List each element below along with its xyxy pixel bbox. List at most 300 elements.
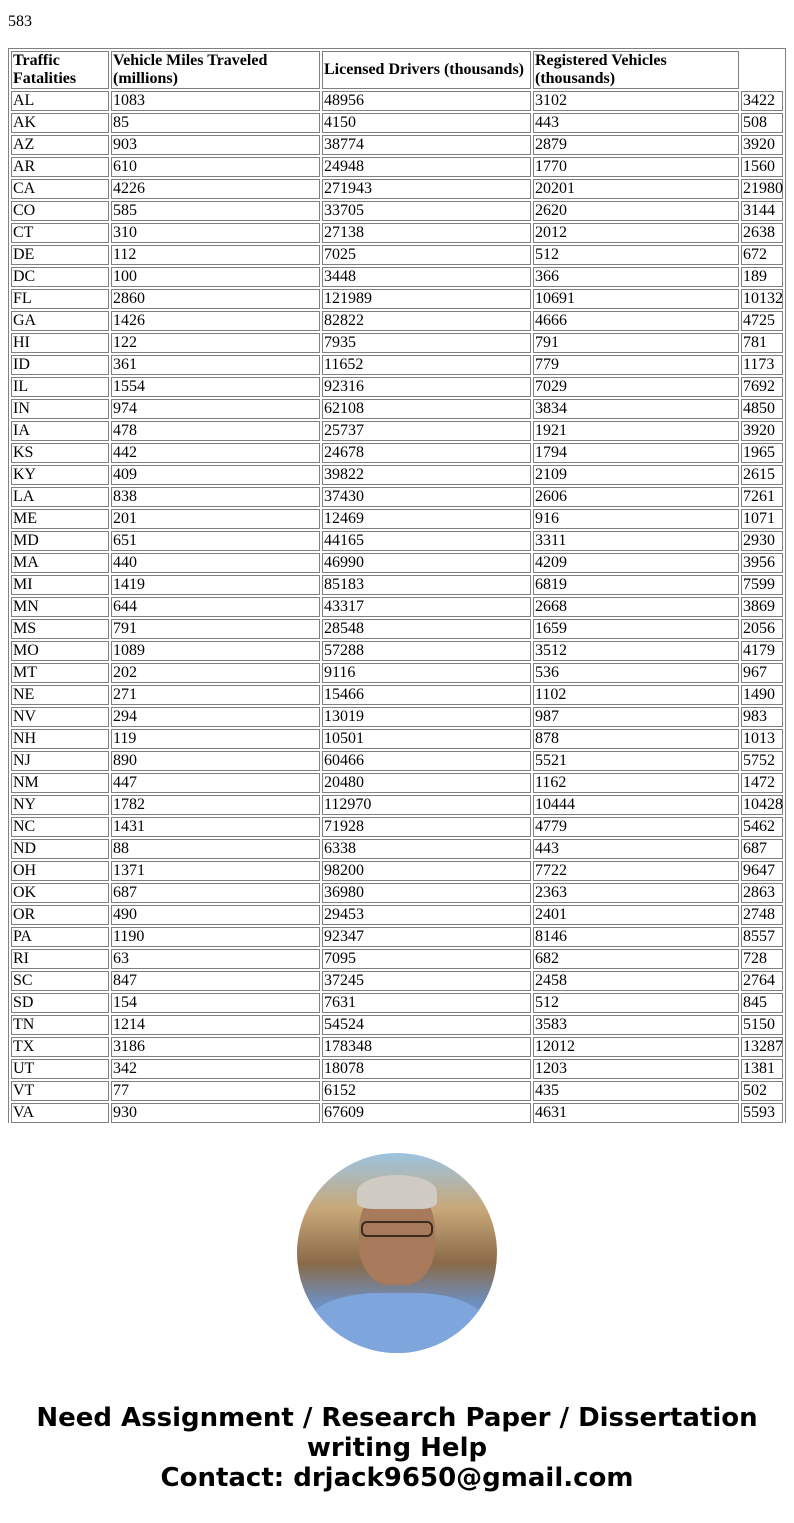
table-cell: NH	[11, 729, 109, 749]
table-cell: ND	[11, 839, 109, 859]
table-cell: 10428	[743, 796, 783, 813]
table-row	[11, 487, 783, 507]
table-cell: 271943	[322, 179, 531, 199]
table-row	[11, 245, 783, 265]
table-cell: 1419	[111, 575, 320, 595]
table-cell: 4209	[533, 553, 739, 573]
table-cell: 36980	[322, 883, 531, 903]
table-cell: 54524	[322, 1015, 531, 1035]
banner-line-1: Need Assignment / Research Paper / Dissertation	[36, 1403, 758, 1433]
table-cell: 1659	[533, 619, 739, 639]
table-cell: 1490	[741, 685, 783, 705]
table-cell: 3311	[533, 531, 739, 551]
table-row	[11, 509, 783, 529]
table-cell: 440	[111, 553, 320, 573]
table-cell: MO	[11, 641, 109, 661]
table-cell: 987	[533, 707, 739, 727]
table-row	[11, 883, 783, 903]
header-registered-vehicles: Registered Vehicles (thousands)	[533, 51, 739, 89]
table-cell: 1102	[533, 685, 739, 705]
table-cell: 154	[111, 993, 320, 1013]
table-cell: CO	[11, 201, 109, 221]
table-cell: 178348	[322, 1037, 531, 1057]
table-cell: 10501	[322, 729, 531, 749]
table-cell: NM	[11, 773, 109, 793]
table-cell: 294	[111, 707, 320, 727]
table-cell: 2668	[533, 597, 739, 617]
table-cell: 967	[741, 663, 783, 683]
table-row	[11, 1059, 783, 1079]
table-cell: 361	[111, 355, 320, 375]
table-body	[11, 91, 783, 1123]
table-cell: 88	[111, 839, 320, 859]
table-cell: 502	[741, 1081, 783, 1101]
table-cell: 1089	[111, 641, 320, 661]
table-row	[11, 355, 783, 375]
table-cell: OH	[11, 861, 109, 881]
table-cell: 2863	[741, 883, 783, 903]
table-cell: 687	[741, 839, 783, 859]
table-cell: 3186	[111, 1037, 320, 1057]
table-cell: 512	[533, 993, 739, 1013]
table-cell: OR	[11, 905, 109, 925]
table-cell: 6338	[322, 839, 531, 859]
table-cell: 1013	[741, 729, 783, 749]
table-cell: 1770	[533, 157, 739, 177]
table-cell: SD	[11, 993, 109, 1013]
table-cell: 847	[111, 971, 320, 991]
table-cell: 890	[111, 751, 320, 771]
table-cell: MS	[11, 619, 109, 639]
table-cell: 67609	[322, 1103, 531, 1123]
table-cell: 2109	[533, 465, 739, 485]
table-cell: SC	[11, 971, 109, 991]
table-cell: 122	[111, 333, 320, 353]
table-cell: 2860	[111, 289, 320, 309]
table-cell: 1371	[111, 861, 320, 881]
table-cell: 119	[111, 729, 320, 749]
table-cell: LA	[11, 487, 109, 507]
table-cell: 838	[111, 487, 320, 507]
table-cell: 57288	[322, 641, 531, 661]
table-cell: 644	[111, 597, 320, 617]
table-cell: 63	[111, 949, 320, 969]
table-cell: 2458	[533, 971, 739, 991]
banner-line-2: writing Help	[306, 1433, 488, 1463]
table-cell: 7025	[322, 245, 531, 265]
table-cell: 3102	[533, 91, 739, 111]
table-row	[11, 927, 783, 947]
table-cell: 7631	[322, 993, 531, 1013]
table-cell: 10132	[743, 290, 783, 307]
table-cell: 3920	[741, 421, 783, 441]
table-row	[11, 91, 783, 111]
table-row	[11, 201, 783, 221]
table-cell: 3956	[741, 553, 783, 573]
table-cell: NE	[11, 685, 109, 705]
table-row	[11, 135, 783, 155]
table-cell: 92347	[322, 927, 531, 947]
table-cell: 6152	[322, 1081, 531, 1101]
table-row	[11, 465, 783, 485]
table-cell: 24948	[322, 157, 531, 177]
table-cell: 1431	[111, 817, 320, 837]
table-cell: MA	[11, 553, 109, 573]
table-row	[11, 597, 783, 617]
table-cell: 4850	[741, 399, 783, 419]
table-cell: 585	[111, 201, 320, 221]
table-row	[11, 861, 783, 881]
table-cell: 442	[111, 443, 320, 463]
table-cell: 5150	[741, 1015, 783, 1035]
table-cell: 536	[533, 663, 739, 683]
table-cell: 490	[111, 905, 320, 925]
table-cell: 7095	[322, 949, 531, 969]
table-cell: UT	[11, 1059, 109, 1079]
table-cell: 12012	[533, 1037, 739, 1057]
table-cell: 9116	[322, 663, 531, 683]
table-row	[11, 553, 783, 573]
table-cell: 791	[533, 333, 739, 353]
table-cell: 8146	[533, 927, 739, 947]
table-cell: 37245	[322, 971, 531, 991]
table-cell: 1472	[741, 773, 783, 793]
table-row	[11, 1037, 783, 1057]
header-empty	[741, 51, 783, 89]
table-cell: 3869	[741, 597, 783, 617]
table-cell: 202	[111, 663, 320, 683]
table-cell: IN	[11, 399, 109, 419]
avatar-hair	[357, 1175, 437, 1209]
table-cell: VT	[11, 1081, 109, 1101]
table-cell: MT	[11, 663, 109, 683]
table-cell: 71928	[322, 817, 531, 837]
table-cell: 3144	[741, 201, 783, 221]
table-cell: 20480	[322, 773, 531, 793]
table-cell: VA	[11, 1103, 109, 1123]
table-cell: 443	[533, 839, 739, 859]
table-cell: 651	[111, 531, 320, 551]
table-row	[11, 399, 783, 419]
table-cell: 5593	[741, 1103, 783, 1123]
table-cell: 5752	[741, 751, 783, 771]
table-cell: 342	[111, 1059, 320, 1079]
table-row	[11, 773, 783, 793]
table-cell: 21980	[743, 180, 783, 197]
table-cell: 13287	[743, 1038, 783, 1055]
avatar-glasses	[361, 1221, 433, 1237]
table-cell: NY	[11, 795, 109, 815]
table-cell: 1554	[111, 377, 320, 397]
header-vehicle-miles: Vehicle Miles Traveled (millions)	[111, 51, 320, 89]
table-cell: RI	[11, 949, 109, 969]
table-cell: 1162	[533, 773, 739, 793]
table-cell: IL	[11, 377, 109, 397]
table-cell: 98200	[322, 861, 531, 881]
table-cell: 112970	[322, 795, 531, 815]
table-cell: 1921	[533, 421, 739, 441]
table-cell: 6819	[533, 575, 739, 595]
table-cell: FL	[11, 289, 109, 309]
table-cell: 1560	[741, 157, 783, 177]
table-cell: 27138	[322, 223, 531, 243]
table-cell: 10691	[533, 289, 739, 309]
table-cell: 100	[111, 267, 320, 287]
table-cell: 878	[533, 729, 739, 749]
author-avatar	[297, 1153, 497, 1353]
table-cell: 3512	[533, 641, 739, 661]
table-cell: 3920	[741, 135, 783, 155]
table-cell: 3834	[533, 399, 739, 419]
table-cell: 1965	[741, 443, 783, 463]
table-row	[11, 311, 783, 331]
traffic-data-table	[9, 49, 785, 1123]
table-cell: 43317	[322, 597, 531, 617]
table-cell: 4725	[741, 311, 783, 331]
table-cell: 189	[741, 267, 783, 287]
table-cell: MD	[11, 531, 109, 551]
table-cell: 60466	[322, 751, 531, 771]
table-cell: 2638	[741, 223, 783, 243]
table-row	[11, 267, 783, 287]
table-cell: 1190	[111, 927, 320, 947]
table-cell: 310	[111, 223, 320, 243]
table-cell: NC	[11, 817, 109, 837]
table-cell: 3448	[322, 267, 531, 287]
avatar-shirt	[307, 1293, 487, 1353]
table-cell: 7029	[533, 377, 739, 397]
table-cell: KY	[11, 465, 109, 485]
table-cell: DE	[11, 245, 109, 265]
table-cell: 3422	[741, 91, 783, 111]
table-cell: 4631	[533, 1103, 739, 1123]
table-cell: 2363	[533, 883, 739, 903]
table-cell: 791	[111, 619, 320, 639]
contact-banner	[0, 1403, 794, 1493]
table-row	[11, 795, 783, 815]
table-cell: KS	[11, 443, 109, 463]
table-row	[11, 839, 783, 859]
table-cell: 18078	[322, 1059, 531, 1079]
table-cell: 1782	[111, 795, 320, 815]
table-cell: ID	[11, 355, 109, 375]
table-cell: 7599	[741, 575, 783, 595]
table-row	[11, 707, 783, 727]
table-cell: 779	[533, 355, 739, 375]
table-cell: 33705	[322, 201, 531, 221]
table-cell: 29453	[322, 905, 531, 925]
table-cell: 10444	[533, 795, 739, 815]
table-cell: 4779	[533, 817, 739, 837]
table-cell: 8557	[741, 927, 783, 947]
table-cell: AZ	[11, 135, 109, 155]
table-cell: 781	[741, 333, 783, 353]
table-cell: 28548	[322, 619, 531, 639]
table-cell: 15466	[322, 685, 531, 705]
table-cell: 443	[533, 113, 739, 133]
table-cell: GA	[11, 311, 109, 331]
table-cell: AL	[11, 91, 109, 111]
table-cell: 512	[533, 245, 739, 265]
table-cell: 11652	[322, 355, 531, 375]
table-cell: 77	[111, 1081, 320, 1101]
table-cell: 39822	[322, 465, 531, 485]
table-cell: 2879	[533, 135, 739, 155]
table-cell: AR	[11, 157, 109, 177]
table-row	[11, 993, 783, 1013]
table-row	[11, 619, 783, 639]
table-cell: 682	[533, 949, 739, 969]
table-cell: 687	[111, 883, 320, 903]
table-row	[11, 685, 783, 705]
table-cell: 121989	[322, 289, 531, 309]
table-header-row	[11, 51, 783, 89]
header-traffic-fatalities: Traffic Fatalities	[11, 51, 109, 89]
table-cell: 983	[741, 707, 783, 727]
table-row	[11, 223, 783, 243]
table-cell: 1083	[111, 91, 320, 111]
table-cell: CT	[11, 223, 109, 243]
table-cell: AK	[11, 113, 109, 133]
table-cell: 37430	[322, 487, 531, 507]
table-cell: NV	[11, 707, 109, 727]
table-cell: 85183	[322, 575, 531, 595]
table-row	[11, 729, 783, 749]
table-row	[11, 751, 783, 771]
contact-email: Contact: drjack9650@gmail.com	[160, 1463, 634, 1493]
table-cell: DC	[11, 267, 109, 287]
table-cell: 435	[533, 1081, 739, 1101]
table-row	[11, 179, 783, 199]
table-cell: 1203	[533, 1059, 739, 1079]
table-cell: 409	[111, 465, 320, 485]
table-cell: HI	[11, 333, 109, 353]
table-cell: 2764	[741, 971, 783, 991]
table-cell: OK	[11, 883, 109, 903]
table-row	[11, 377, 783, 397]
table-cell: 2012	[533, 223, 739, 243]
table-cell: 13019	[322, 707, 531, 727]
table-cell: 112	[111, 245, 320, 265]
table-cell: 9647	[741, 861, 783, 881]
table-cell: 930	[111, 1103, 320, 1123]
table-cell: 3583	[533, 1015, 739, 1035]
table-cell: 447	[111, 773, 320, 793]
table-cell: 24678	[322, 443, 531, 463]
table-cell: 1214	[111, 1015, 320, 1035]
table-cell: 2930	[741, 531, 783, 551]
table-cell: 610	[111, 157, 320, 177]
table-cell: 48956	[322, 91, 531, 111]
table-cell: 62108	[322, 399, 531, 419]
table-cell: 4150	[322, 113, 531, 133]
table-row	[11, 663, 783, 683]
table-row	[11, 905, 783, 925]
table-cell: 4226	[111, 179, 320, 199]
table-row	[11, 1081, 783, 1101]
table-cell: 903	[111, 135, 320, 155]
table-cell: 478	[111, 421, 320, 441]
table-cell: 20201	[533, 179, 739, 199]
table-row	[11, 971, 783, 991]
table-cell: 271	[111, 685, 320, 705]
table-cell: 2056	[741, 619, 783, 639]
table-cell: 201	[111, 509, 320, 529]
table-cell: 5521	[533, 751, 739, 771]
table-cell: 1426	[111, 311, 320, 331]
table-cell: 2748	[741, 905, 783, 925]
data-table-container	[8, 48, 786, 1123]
table-cell: 2606	[533, 487, 739, 507]
table-cell: 2401	[533, 905, 739, 925]
table-cell: ME	[11, 509, 109, 529]
table-cell: 916	[533, 509, 739, 529]
table-cell: 845	[741, 993, 783, 1013]
table-cell: 1794	[533, 443, 739, 463]
table-cell: 508	[741, 113, 783, 133]
table-cell: 38774	[322, 135, 531, 155]
table-cell: 44165	[322, 531, 531, 551]
table-cell: 2620	[533, 201, 739, 221]
table-cell: 85	[111, 113, 320, 133]
page-number: 583	[8, 13, 32, 30]
table-cell: 1071	[741, 509, 783, 529]
table-cell: 92316	[322, 377, 531, 397]
table-row	[11, 289, 783, 309]
table-cell: 82822	[322, 311, 531, 331]
table-row	[11, 443, 783, 463]
table-cell: 7935	[322, 333, 531, 353]
table-cell: NJ	[11, 751, 109, 771]
table-row	[11, 113, 783, 133]
table-row	[11, 949, 783, 969]
table-cell: 1381	[741, 1059, 783, 1079]
table-cell: 728	[741, 949, 783, 969]
table-cell: 4666	[533, 311, 739, 331]
table-cell: 672	[741, 245, 783, 265]
table-cell: 4179	[741, 641, 783, 661]
table-cell: PA	[11, 927, 109, 947]
table-row	[11, 531, 783, 551]
table-cell: MN	[11, 597, 109, 617]
table-cell: 46990	[322, 553, 531, 573]
table-cell: CA	[11, 179, 109, 199]
table-cell: 366	[533, 267, 739, 287]
table-cell: 2615	[741, 465, 783, 485]
table-cell: MI	[11, 575, 109, 595]
table-row	[11, 641, 783, 661]
table-row	[11, 1103, 783, 1123]
header-licensed-drivers: Licensed Drivers (thousands)	[322, 51, 531, 89]
table-row	[11, 575, 783, 595]
table-row	[11, 421, 783, 441]
table-cell: TN	[11, 1015, 109, 1035]
table-cell: 5462	[741, 817, 783, 837]
table-cell: 7722	[533, 861, 739, 881]
table-cell: 25737	[322, 421, 531, 441]
table-cell: TX	[11, 1037, 109, 1057]
table-row	[11, 817, 783, 837]
table-row	[11, 333, 783, 353]
table-cell: 7261	[741, 487, 783, 507]
table-cell: 12469	[322, 509, 531, 529]
table-cell: 974	[111, 399, 320, 419]
table-row	[11, 1015, 783, 1035]
table-cell: IA	[11, 421, 109, 441]
table-row	[11, 157, 783, 177]
table-cell: 7692	[741, 377, 783, 397]
table-cell: 1173	[741, 355, 783, 375]
